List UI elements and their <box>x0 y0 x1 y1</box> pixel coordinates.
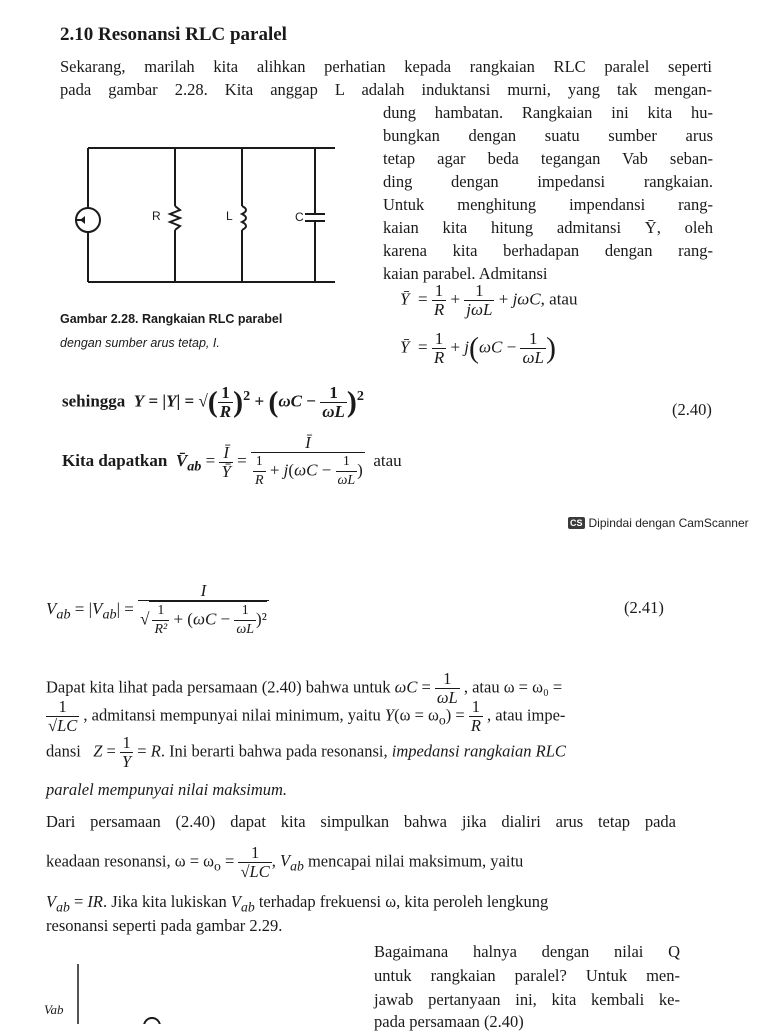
text-line: Bagaimana halnya dengan nilai Q <box>374 942 680 961</box>
paragraph-line: bungkan dengan suatu sumber arus <box>383 126 713 145</box>
text-line: pada persamaan (2.40) <box>374 1012 524 1031</box>
text-line: keadaan resonansi, $\omega = \omega_o$ = $\frac{1}{√LC}$ , $V_{ab}$ mencapai nilai maksimum, yaitu <box>46 843 524 881</box>
text-span: , admitansi mempunyai nilai minimum, yaitu <box>83 705 381 725</box>
paragraph-line: kaian parabel. Admitansi <box>383 264 548 283</box>
text-line: $V_{ab}$ = IR. Jika kita lukiskan $V_{ab}$ terhadap frekuensi ω, kita peroleh lengkung <box>46 892 549 915</box>
equation-number: (2.40) <box>672 400 712 419</box>
label-r: R <box>152 209 161 223</box>
paragraph-line: dung hambatan. Rangkaian ini kita hu- <box>383 103 713 122</box>
text-span: dansi <box>46 741 81 761</box>
text-span: mencapai nilai maksimum, yaitu <box>307 851 524 871</box>
paragraph-line: Untuk menghitung impendansi rang- <box>383 195 713 214</box>
equation-admittance-1: Ȳ = $\frac{1}{R}$ + $\frac{1}{\text{jωL}}$ + jωC, atau <box>400 281 578 319</box>
paragraph-line: Sekarang, marilah kita alihkan perhatian kepada rangkaian RLC paralel seperti <box>60 57 712 76</box>
equation-lead: Kita dapatkan <box>62 450 168 470</box>
graph-axis-label: Vab <box>44 1002 64 1017</box>
paragraph-line: ding dengan impedansi rangkaian. <box>383 172 713 191</box>
equation-2-41: $V_{ab} = |V_{ab}|$ = I √ $\frac{1}{\text{R²}}$ + (ωC − $\frac{1}{\omega L}$ )² <box>46 581 267 637</box>
paragraph-line: kaian kita hitung admitansi Ȳ, oleh <box>383 218 713 237</box>
section-title: 2.10 Resonansi RLC paralel <box>60 24 287 45</box>
camscanner-logo-icon: CS <box>570 518 583 528</box>
text-span: terhadap frekuensi ω, kita peroleh lengkung <box>258 892 549 911</box>
text-line: Dapat kita lihat pada persamaan (2.40) bahwa untuk ωC = $\frac{1}{\omega L}$ , atau ω = ω₀ = <box>46 669 563 707</box>
paragraph-line: karena kita berhadapan dengan rang- <box>383 241 713 260</box>
figure-caption: Gambar 2.28. Rangkaian RLC parabel <box>60 312 283 326</box>
equation-tail: , atau <box>540 289 578 309</box>
scanned-page-2 <box>0 548 768 1031</box>
text-line: jawab pertanyaan ini, kita kembali ke- <box>374 990 680 1009</box>
text-line: resonansi seperti pada gambar 2.29. <box>46 916 283 935</box>
equation-lead: sehingga <box>62 391 126 411</box>
text-span: , atau impe- <box>487 705 566 725</box>
text-span: . Ini berarti bahwa pada resonansi, <box>160 741 388 761</box>
text-span: , atau ω = ω₀ = <box>463 677 563 697</box>
camscanner-text: Dipindai dengan CamScanner <box>588 516 749 530</box>
text-line: $\frac{1}{√LC}$ , admitansi mempunyai nilai minimum, yaitu $Y(\omega = \omega_o)$ = $\frac{1}{R}$ , atau impe- <box>48 697 566 735</box>
label-l: L <box>226 209 233 223</box>
page-gap <box>0 540 768 548</box>
text-span: Dapat kita lihat pada persamaan (2.40) bahwa untuk <box>46 677 391 697</box>
equation-vab: Kita dapatkan $V̄_{ab}$ = $\frac{Ī}{Ȳ}$ = Ī $\frac{1}{R}$ + j(ωC − $\frac{1}{\omega L}$ ) atau <box>62 433 402 488</box>
text-line: untuk rangkaian paralel? Untuk men- <box>374 966 680 985</box>
equation-admittance-2: Ȳ = $\frac{1}{R}$ + j(ωC − $\frac{1}{\omega L}$ ) <box>400 329 556 367</box>
text-span: . Jika kita lukiskan <box>102 892 227 911</box>
text-span: impedansi rangkaian RLC <box>391 741 566 761</box>
camscanner-watermark <box>568 516 749 530</box>
paragraph-line: pada gambar 2.28. Kita anggap L adalah induktansi murni, yang tak mengan- <box>60 80 712 99</box>
figure-caption: dengan sumber arus tetap, I. <box>60 336 220 350</box>
text-span: keadaan resonansi, <box>46 851 171 871</box>
paragraph-line: tetap agar beda tegangan Vab seban- <box>383 149 713 168</box>
equation-2-40: sehingga Y = |Y| = √( $\frac{1}{R}$ )$^2$ + (ωC − $\frac{1}{\omega L}$ )$^2$ <box>62 383 364 421</box>
equation-tail: atau <box>373 450 402 470</box>
text-line: paralel mempunyai nilai maksimum. <box>46 780 288 799</box>
text-line: dansi Z = $\frac{1}{Y}$ = R. Ini berarti bahwa pada resonansi, impedansi rangkaian RLC <box>46 733 566 771</box>
label-c: C <box>295 210 304 224</box>
rlc-parallel-circuit <box>70 140 370 290</box>
equation-number: (2.41) <box>624 598 664 617</box>
text-line: Dari persamaan (2.40) dapat kita simpulkan bahwa jika dialiri arus tetap pada <box>46 812 676 831</box>
